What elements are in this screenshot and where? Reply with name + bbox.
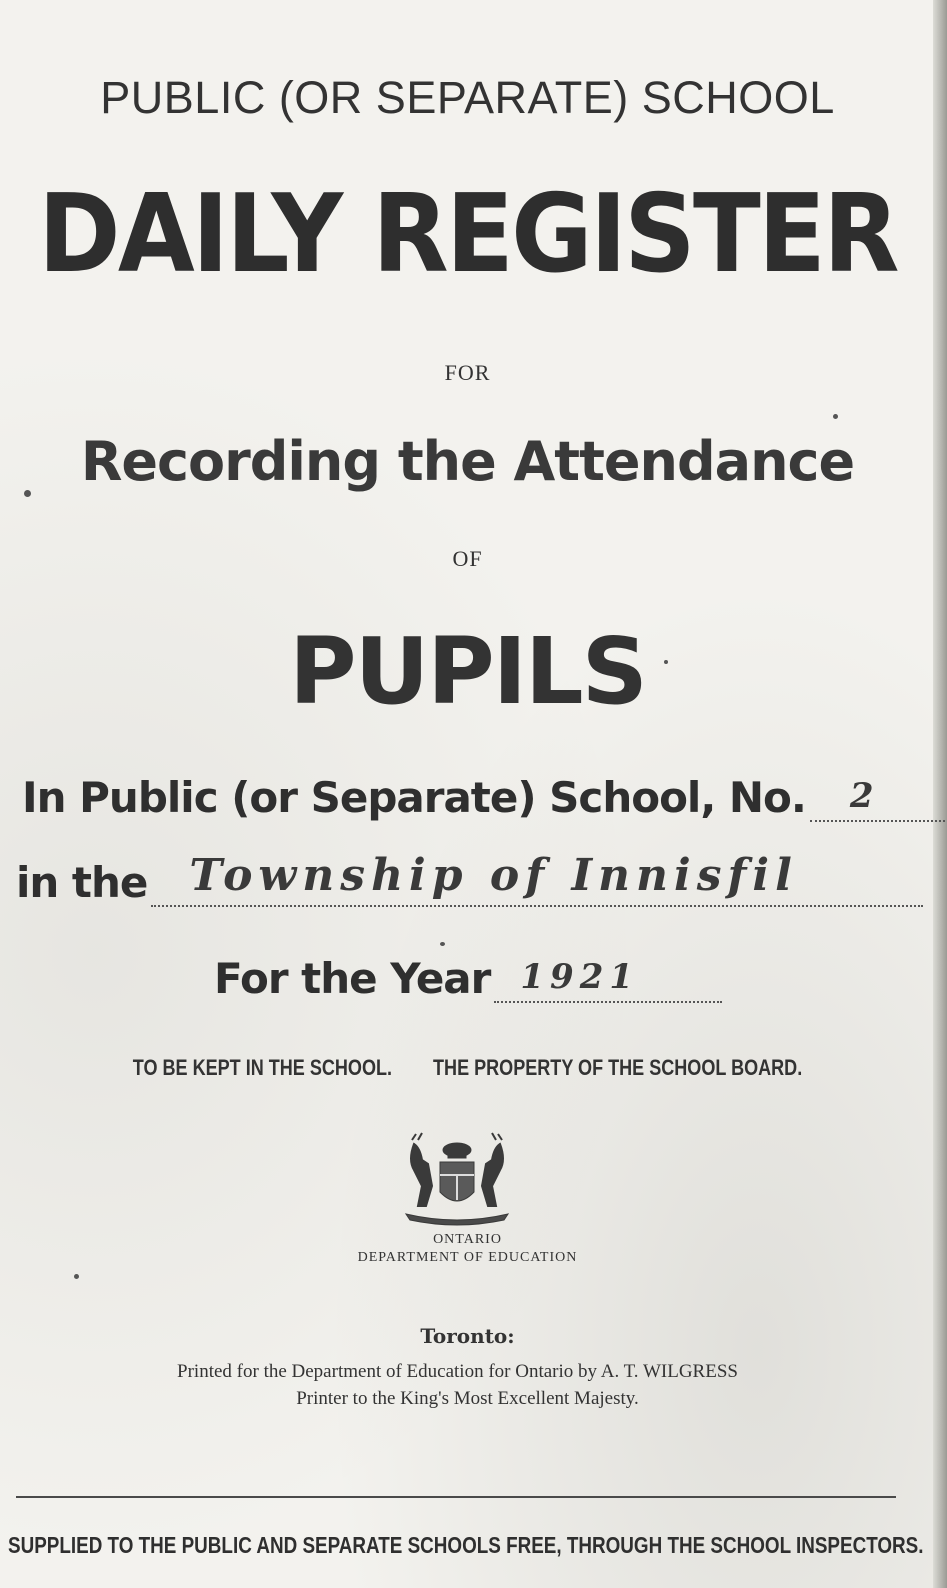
ink-speck bbox=[440, 942, 445, 946]
year-value: 1921 bbox=[520, 957, 640, 997]
footer-supplied-notice: SUPPLIED TO THE PUBLIC AND SEPARATE SCHOOLS FREE, THROUGH THE SCHOOL INSPECTORS. bbox=[8, 1532, 924, 1558]
school-number-field bbox=[22, 773, 947, 822]
year-field bbox=[214, 954, 722, 1003]
notice-property-of-board: THE PROPERTY OF THE SCHOOL BOARD. bbox=[433, 1055, 803, 1080]
ink-speck bbox=[664, 660, 668, 664]
year-line bbox=[494, 957, 722, 1003]
pupils-heading: PUPILS bbox=[289, 618, 646, 725]
imprint-city: Toronto: bbox=[420, 1324, 515, 1348]
ink-speck bbox=[833, 414, 838, 419]
notice-kept-in-school: TO BE KEPT IN THE SCHOOL. bbox=[132, 1055, 393, 1080]
crest-department-label: DEPARTMENT OF EDUCATION bbox=[357, 1250, 578, 1265]
ink-speck bbox=[74, 1274, 79, 1279]
custody-notice bbox=[84, 1055, 851, 1081]
township-label: in the bbox=[16, 858, 148, 907]
imprint-printed-for: Printed for the Department of Education for Ontario by A. T. WILGRESS bbox=[177, 1361, 738, 1382]
ontario-coat-of-arms-icon bbox=[392, 1130, 522, 1230]
school-number-line bbox=[810, 776, 947, 822]
township-field bbox=[16, 850, 923, 907]
ink-speck bbox=[24, 490, 31, 497]
school-number-label: In Public (or Separate) School, No. bbox=[22, 773, 806, 822]
of-word: OF bbox=[452, 546, 483, 571]
for-word: FOR bbox=[444, 360, 491, 385]
school-number-value: 2 bbox=[849, 776, 873, 816]
header-top-line: PUBLIC (OR SEPARATE) SCHOOL bbox=[100, 72, 835, 123]
imprint-printer-to-king: Printer to the King's Most Excellent Majesty. bbox=[296, 1388, 639, 1409]
footer-rule bbox=[16, 1496, 896, 1498]
crest-ontario-label: ONTARIO bbox=[433, 1232, 502, 1247]
township-value: Township of Innisfil bbox=[189, 850, 798, 901]
year-label: For the Year bbox=[214, 954, 491, 1003]
township-line bbox=[151, 850, 923, 907]
recording-heading: Recording the Attendance bbox=[80, 430, 855, 493]
main-title: DAILY REGISTER bbox=[38, 172, 897, 297]
